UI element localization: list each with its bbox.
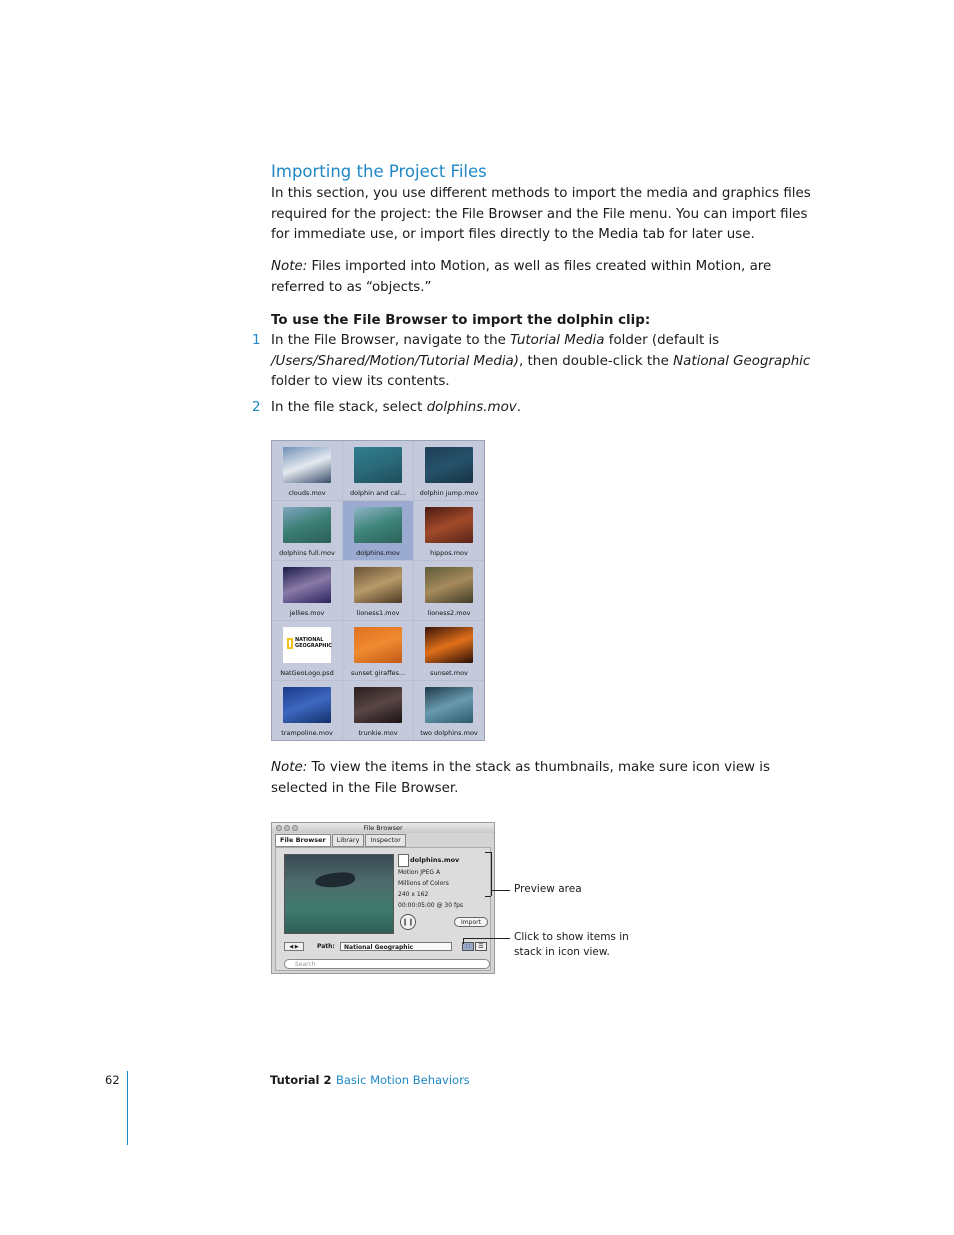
file-codec: Motion JPEG A: [398, 869, 441, 876]
thumbnail-image: [283, 687, 331, 723]
thumbnail-image: [283, 447, 331, 483]
icon-view-button: ∷: [462, 942, 474, 951]
step-1-text: [271, 331, 811, 393]
thumbnail-image: [425, 447, 473, 483]
step-number-1: 1: [252, 333, 261, 348]
thumbnail-image: [425, 687, 473, 723]
file-thumbnail-cell: [272, 621, 342, 680]
natgeo-logo-text: [295, 637, 332, 649]
thumbnail-image: [425, 567, 473, 603]
section-heading: Importing the Project Files: [271, 162, 487, 181]
thumbnail-caption: two dolphins.mov: [420, 729, 478, 737]
thumbnail-caption: dolphin and cal...: [349, 489, 406, 497]
file-thumbnail-cell: [343, 681, 413, 740]
step-2-text: [271, 398, 827, 419]
thumbnail-image: [283, 507, 331, 543]
note-2: [271, 758, 827, 799]
step-text-italic: National Geographic: [673, 353, 811, 369]
step-text-part: In the file stack, select: [271, 400, 427, 415]
thumbnail-image: [354, 627, 402, 663]
path-label: Path:: [317, 943, 335, 950]
file-thumbnail-cell: [272, 681, 342, 740]
pause-icon: ❙❙: [400, 914, 416, 930]
search-field: Search: [284, 959, 490, 969]
note-text: To view the items in the stack as thumbnails, make sure icon view is selected in the File Browser.: [271, 760, 770, 796]
file-thumbnail-cell: [414, 681, 484, 740]
thumbnail-image: [354, 687, 402, 723]
thumbnail-caption: trunkie.mov: [358, 729, 398, 737]
step-text-italic: Tutorial Media: [510, 333, 605, 348]
thumbnail-caption: lioness2.mov: [427, 609, 471, 617]
file-thumbnail-cell: [272, 501, 342, 560]
file-icon: [398, 854, 409, 867]
thumbnail-image: [283, 567, 331, 603]
tab-library: Library: [332, 834, 365, 847]
window-controls: [276, 825, 298, 831]
thumbnail-caption: NatGeoLogo.psd: [280, 669, 334, 677]
list-view-button: ☰: [475, 942, 487, 951]
file-name: dolphins.mov: [410, 856, 460, 864]
thumbnail-caption: trampoline.mov: [281, 729, 333, 737]
callout-line-2: stack in icon view.: [514, 946, 610, 958]
footer-rule: [127, 1071, 128, 1145]
file-thumbnail-cell: [343, 501, 413, 560]
page-number: 62: [105, 1073, 120, 1087]
tab-file-browser: File Browser: [275, 834, 331, 847]
step-text-part: folder to view its contents.: [271, 374, 450, 389]
intro-paragraph: In this section, you use different methods to import the media and graphics files required for the project: the File Browser and the File menu. You can import files for immediate use, or import files directly to the Media tab for later use.: [271, 186, 811, 242]
file-dimensions: 240 x 162: [398, 891, 429, 898]
thumbnail-caption: hippos.mov: [430, 549, 468, 557]
file-stack-screenshot: [271, 440, 485, 741]
task-heading: To use the File Browser to import the dolphin clip:: [271, 313, 651, 328]
file-thumbnail-cell: [414, 561, 484, 620]
step-text-part: .: [516, 400, 521, 415]
tab-inspector: Inspector: [365, 834, 405, 847]
callout-preview: Preview area: [514, 883, 582, 895]
thumbnail-image: [354, 507, 402, 543]
file-thumbnail-cell: [343, 621, 413, 680]
thumbnail-image: [354, 567, 402, 603]
thumbnail-image: [283, 627, 331, 663]
thumbnail-image: [425, 507, 473, 543]
thumbnail-caption: dolphins full.mov: [279, 549, 335, 557]
file-browser-screenshot: [271, 822, 495, 974]
note-label: Note:: [271, 760, 308, 775]
thumbnail-image: [425, 627, 473, 663]
icon-view-leader-line: [463, 938, 510, 939]
tab-bar: [275, 834, 407, 847]
thumbnail-caption: sunset giraffes...: [350, 669, 406, 677]
preview-area: [284, 854, 394, 934]
close-icon: [276, 825, 282, 831]
file-thumbnail-cell: [414, 621, 484, 680]
thumbnail-caption: clouds.mov: [288, 489, 326, 497]
note-1: [271, 257, 827, 298]
window-title: File Browser: [272, 823, 494, 833]
dolphin-image: [314, 871, 355, 889]
path-popup: National Geographic: [340, 942, 452, 951]
bracket-cap-top: [485, 852, 491, 853]
file-thumbnail-cell: [343, 441, 413, 500]
file-thumbnail-cell: [414, 501, 484, 560]
natgeo-logo-icon: [287, 638, 293, 649]
step-text-part: , then double-click the: [519, 353, 674, 369]
preview-panel: [275, 847, 491, 971]
zoom-icon: [292, 825, 298, 831]
chapter-title: Basic Motion Behaviors: [336, 1073, 470, 1087]
file-thumbnail-cell: [414, 441, 484, 500]
note-label: Note:: [271, 259, 308, 274]
thumbnail-caption: lioness1.mov: [356, 609, 400, 617]
callout-line-1: Click to show items in: [514, 931, 629, 943]
callout-icon-view: [514, 930, 629, 960]
file-duration: 00:00:05:00 @ 30 fps: [398, 902, 464, 909]
file-thumbnail-cell: [272, 441, 342, 500]
note-text: Files imported into Motion, as well as files created within Motion, are referred to as “objects.”: [271, 259, 772, 295]
step-number-2: 2: [252, 400, 261, 415]
bracket-cap-bottom: [485, 896, 491, 897]
thumbnail-caption: sunset.mov: [430, 669, 468, 677]
logo-text-line: NATIONAL: [295, 637, 324, 643]
step-text-part: folder (default is: [604, 333, 720, 348]
step-text-italic: dolphins.mov: [426, 400, 517, 415]
minimize-icon: [284, 825, 290, 831]
back-forward-buttons: ◀ ▶: [284, 942, 304, 951]
thumbnail-caption: dolphin jump.mov: [419, 489, 479, 497]
logo-text-line: GEOGRAPHIC: [295, 643, 332, 649]
step-text-part: In the File Browser, navigate to the: [271, 333, 511, 348]
preview-leader-line: [491, 890, 510, 891]
step-text-italic: /Users/Shared/Motion/Tutorial Media): [271, 353, 519, 369]
thumbnail-caption: jellies.mov: [289, 609, 325, 617]
chapter-label: Tutorial 2: [270, 1073, 332, 1087]
import-button: Import: [454, 917, 488, 927]
file-thumbnail-cell: [272, 561, 342, 620]
thumbnail-image: [354, 447, 402, 483]
file-colors: Millions of Colors: [398, 880, 449, 887]
file-thumbnail-cell: [343, 561, 413, 620]
thumbnail-caption: dolphins.mov: [356, 549, 400, 557]
